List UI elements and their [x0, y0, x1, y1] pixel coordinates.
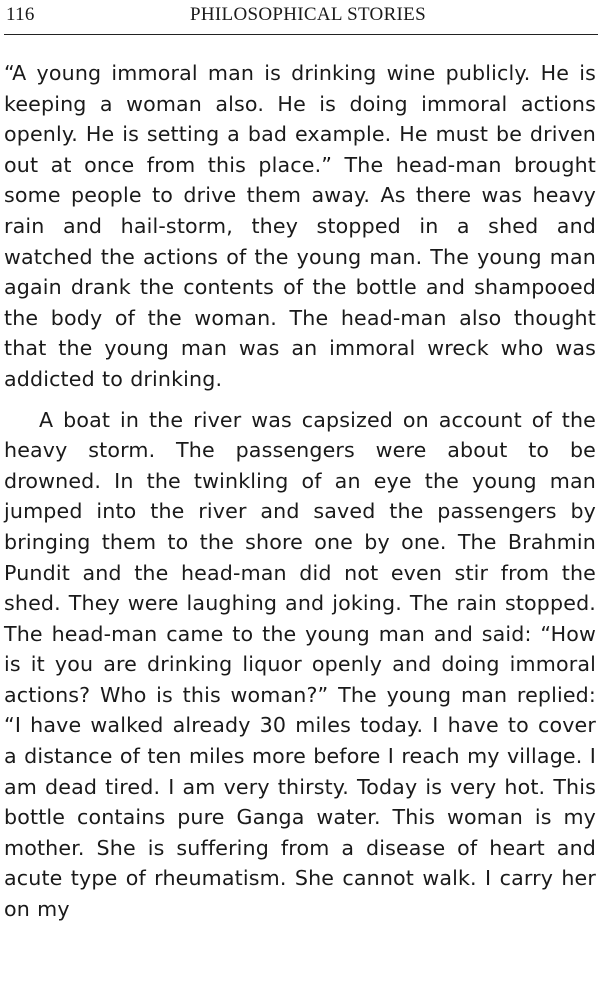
header-rule: [4, 34, 598, 35]
body-text: [4, 58, 596, 925]
paragraph-2: A boat in the river was capsized on account of the heavy storm. The passengers were about to be drowned. In the twinkling of an eye the young man jumped into the river and saved the passengers by bringing them to the shore one by one. The Brahmin Pundit and the head-man did not even stir from the shed. They were laughing and joking. The rain stopped. The head-man came to the young man and said: “How is it you are drinking liquor openly and doing immoral actions? Who is this woman?” The young man replied: “I have walked already 30 miles today. I have to cover a distance of ten miles more before I reach my village. I am dead tired. I am very thirsty. Today is very hot. This bottle contains pure Ganga water. This woman is my mother. She is suffering from a disease of heart and acute type of rheumatism. She cannot walk. I carry her on my: [4, 407, 596, 922]
running-head: [6, 4, 590, 28]
page-number: 116: [6, 4, 35, 25]
running-title: PHILOSOPHICAL STORIES: [190, 4, 426, 25]
paragraph-1: “A young immoral man is drinking wine publicly. He is keeping a woman also. He is doing immoral actions openly. He is setting a bad example. He must be driven out at once from this place.” The head-man brought some people to drive them away. As there was heavy rain and hail-storm, they stopped in a shed and watched the actions of the young man. The young man again drank the contents of the bottle and shampooed the body of the woman. The head-man also thought that the young man was an immoral wreck who was addicted to drinking.: [4, 61, 596, 391]
